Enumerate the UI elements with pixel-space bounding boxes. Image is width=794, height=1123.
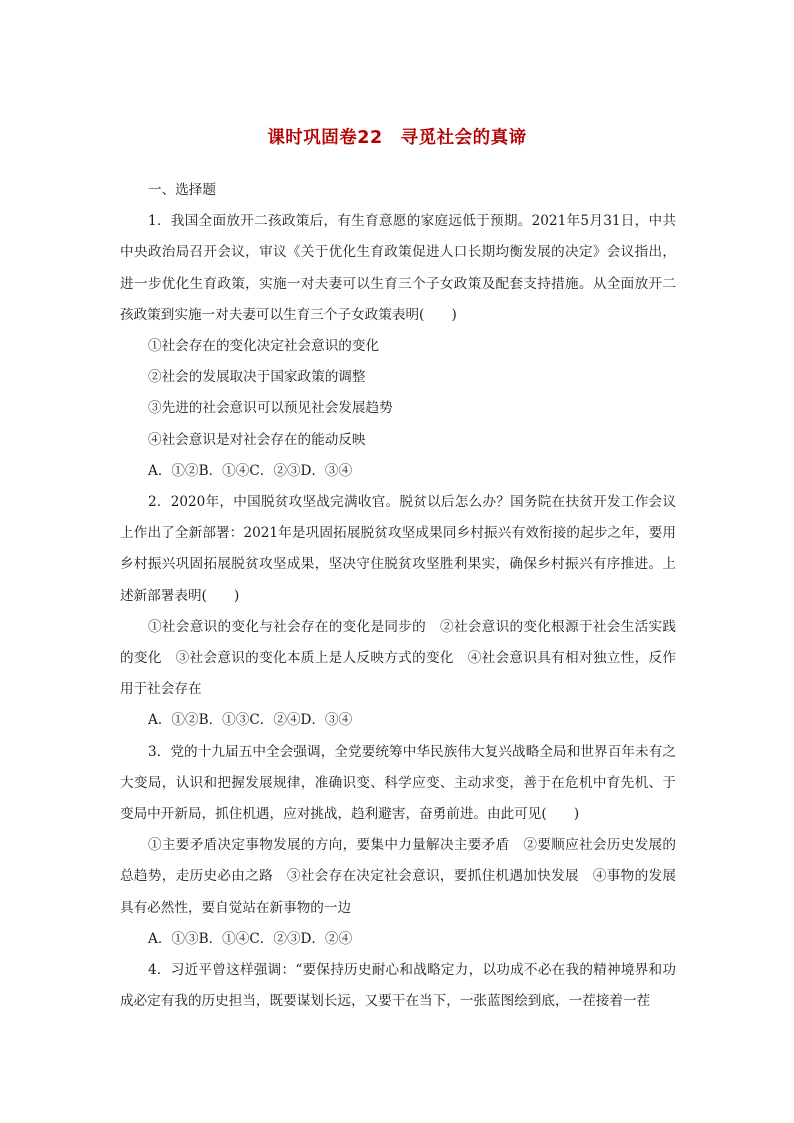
question-2-items: ①社会意识的变化与社会存在的变化是同步的 ②社会意识的变化根源于社会生活实践的变化 ③社会意识的变化本质上是人反映方式的变化 ④社会意识具有相对独立性，反作用于社会存在 — [120, 618, 676, 698]
question-1-item: ④社会意识是对社会存在的能动反映 — [148, 431, 366, 448]
section-heading: 一、选择题 — [148, 182, 216, 198]
question-1-stem: 1．我国全面放开二孩政策后，有生育意愿的家庭远低于预期。2021年5月31日，中共中央政治局召开会议，审议《关于优化生育政策促进人口长期均衡发展的决定》会议指出，进一步优化生育政策，实施一对夫妻可以生育三个子女政策及配套支持措施。从全面放开二孩政策到实施一对夫妻可以生育三个子女政策表明( ) — [120, 213, 676, 323]
question-2-stem: 2．2020年，中国脱贫攻坚战完满收官。脱贫以后怎么办？国务院在扶贫开发工作会议上作出了全新部署：2021年是巩固拓展脱贫攻坚成果同乡村振兴有效衔接的起步之年，要用乡村振兴巩固拓展脱贫攻坚成果，坚决守住脱贫攻坚胜利果实，确保乡村振兴有序推进。上述新部署表明( ) — [120, 494, 676, 604]
document-body — [120, 175, 676, 1017]
question-1-item: ②社会的发展取决于国家政策的调整 — [148, 369, 366, 386]
page-title: 课时巩固卷22 寻觅社会的真谛 — [267, 128, 527, 148]
question-3-stem: 3．党的十九届五中全会强调，全党要统筹中华民族伟大复兴战略全局和世界百年未有之大变局，认识和把握发展规律，准确识变、科学应变、主动求变，善于在危机中育先机、于变局中开新局，抓住机遇，应对挑战，趋利避害，奋勇前进。由此可见( ) — [120, 743, 676, 823]
question-1-item: ①社会存在的变化决定社会意识的变化 — [148, 338, 380, 355]
question-3-items: ①主要矛盾决定事物发展的方向，要集中力量解决主要矛盾 ②要顺应社会历史发展的总趋势，走历史必由之路 ③社会存在决定社会意识，要抓住机遇加快发展 ④事物的发展具有必然性，要自觉站在新事物的一边 — [120, 837, 676, 916]
question-1-item: ③先进的社会意识可以预见社会发展趋势 — [148, 400, 393, 417]
question-2-options: A．①②B．①③C．②④D．③④ — [148, 712, 353, 729]
question-4-stem: 4．习近平曾这样强调：“要保持历史耐心和战略定力，以功成不必在我的精神境界和功成必定有我的历史担当，既要谋划长远，又要干在当下，一张蓝图绘到底，一茬接着一茬 — [120, 962, 676, 1010]
question-1-options: A．①②B．①④C．②③D．③④ — [148, 462, 353, 479]
question-3-options: A．①③B．①④C．②③D．②④ — [148, 930, 353, 947]
